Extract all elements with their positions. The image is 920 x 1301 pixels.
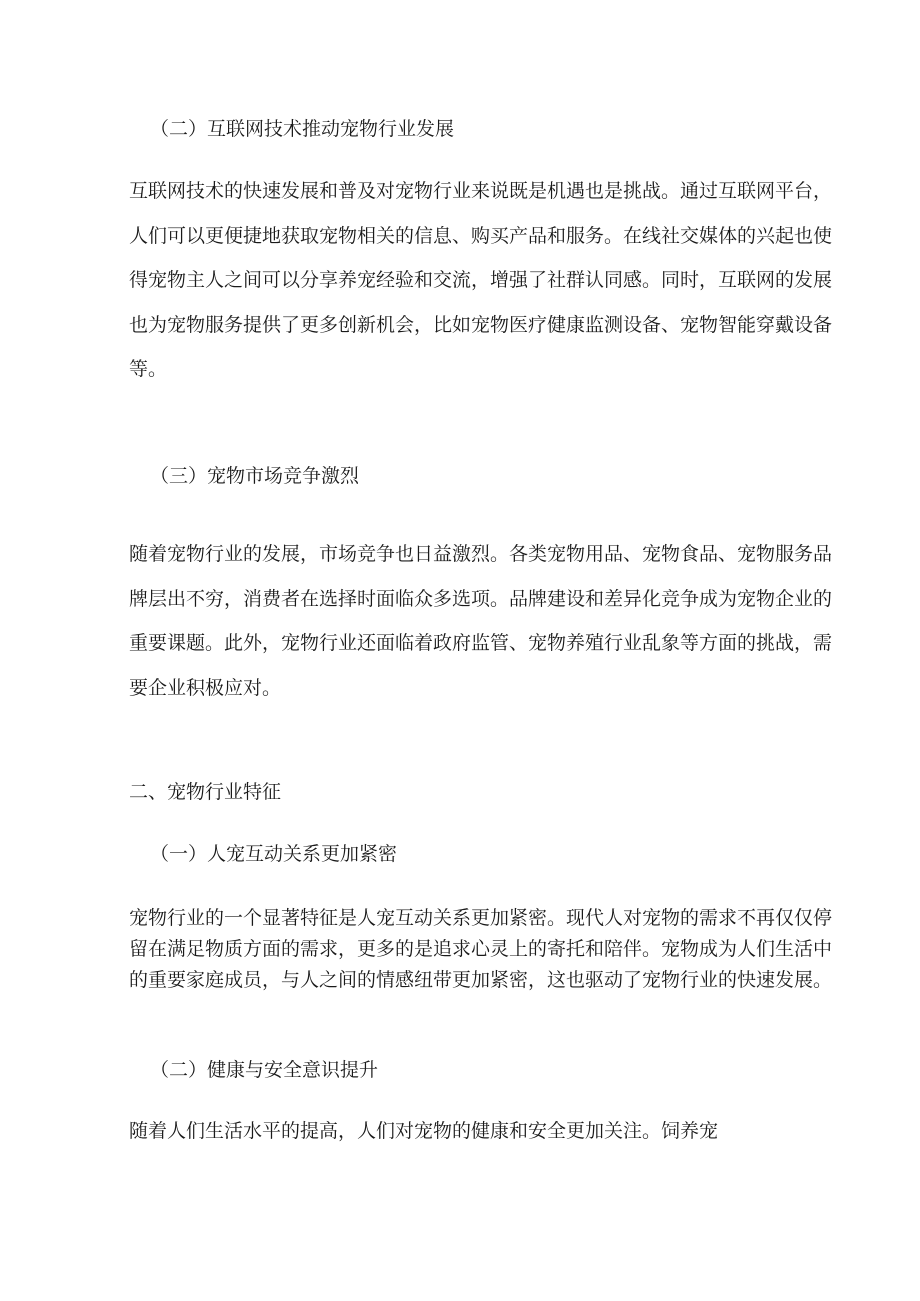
section-heading-internet: （二）互联网技术推动宠物行业发展 xyxy=(150,118,455,140)
chapter-heading-characteristics: 二、宠物行业特征 xyxy=(129,781,282,803)
section-heading-competition: （三）宠物市场竞争激烈 xyxy=(150,465,360,487)
paragraph-competition: 随着宠物行业的发展，市场竞争也日益激烈。各类宠物用品、宠物食品、宠物服务品牌层出不穷，消费者在选择时面临众多选项。品牌建设和差异化竞争成为宠物企业的重要课题。此外，宠物行业还面临着政府监管、宠物养殖行业乱象等方面的挑战，需要企业积极应对。 xyxy=(129,543,833,699)
section-heading-health: （二）健康与安全意识提升 xyxy=(150,1059,379,1081)
paragraph-health: 随着人们生活水平的提高，人们对宠物的健康和安全更加关注。饲养宠 xyxy=(129,1120,719,1142)
section-heading-interaction: （一）人宠互动关系更加紧密 xyxy=(150,843,398,865)
paragraph-internet: 互联网技术的快速发展和普及对宠物行业来说既是机遇也是挑战。通过互联网平台，人们可以更便捷地获取宠物相关的信息、购买产品和服务。在线社交媒体的兴起也使得宠物主人之间可以分享养宠经验和交流，增强了社群认同感。同时，互联网的发展也为宠物服务提供了更多创新机会，比如宠物医疗健康监测设备、宠物智能穿戴设备等。 xyxy=(129,180,833,380)
paragraph-interaction: 宠物行业的一个显著特征是人宠互动关系更加紧密。现代人对宠物的需求不再仅仅停留在满足物质方面的需求，更多的是追求心灵上的寄托和陪伴。宠物成为人们生活中的重要家庭成员，与人之间的情感纽带更加紧密，这也驱动了宠物行业的快速发展。 xyxy=(129,907,833,991)
